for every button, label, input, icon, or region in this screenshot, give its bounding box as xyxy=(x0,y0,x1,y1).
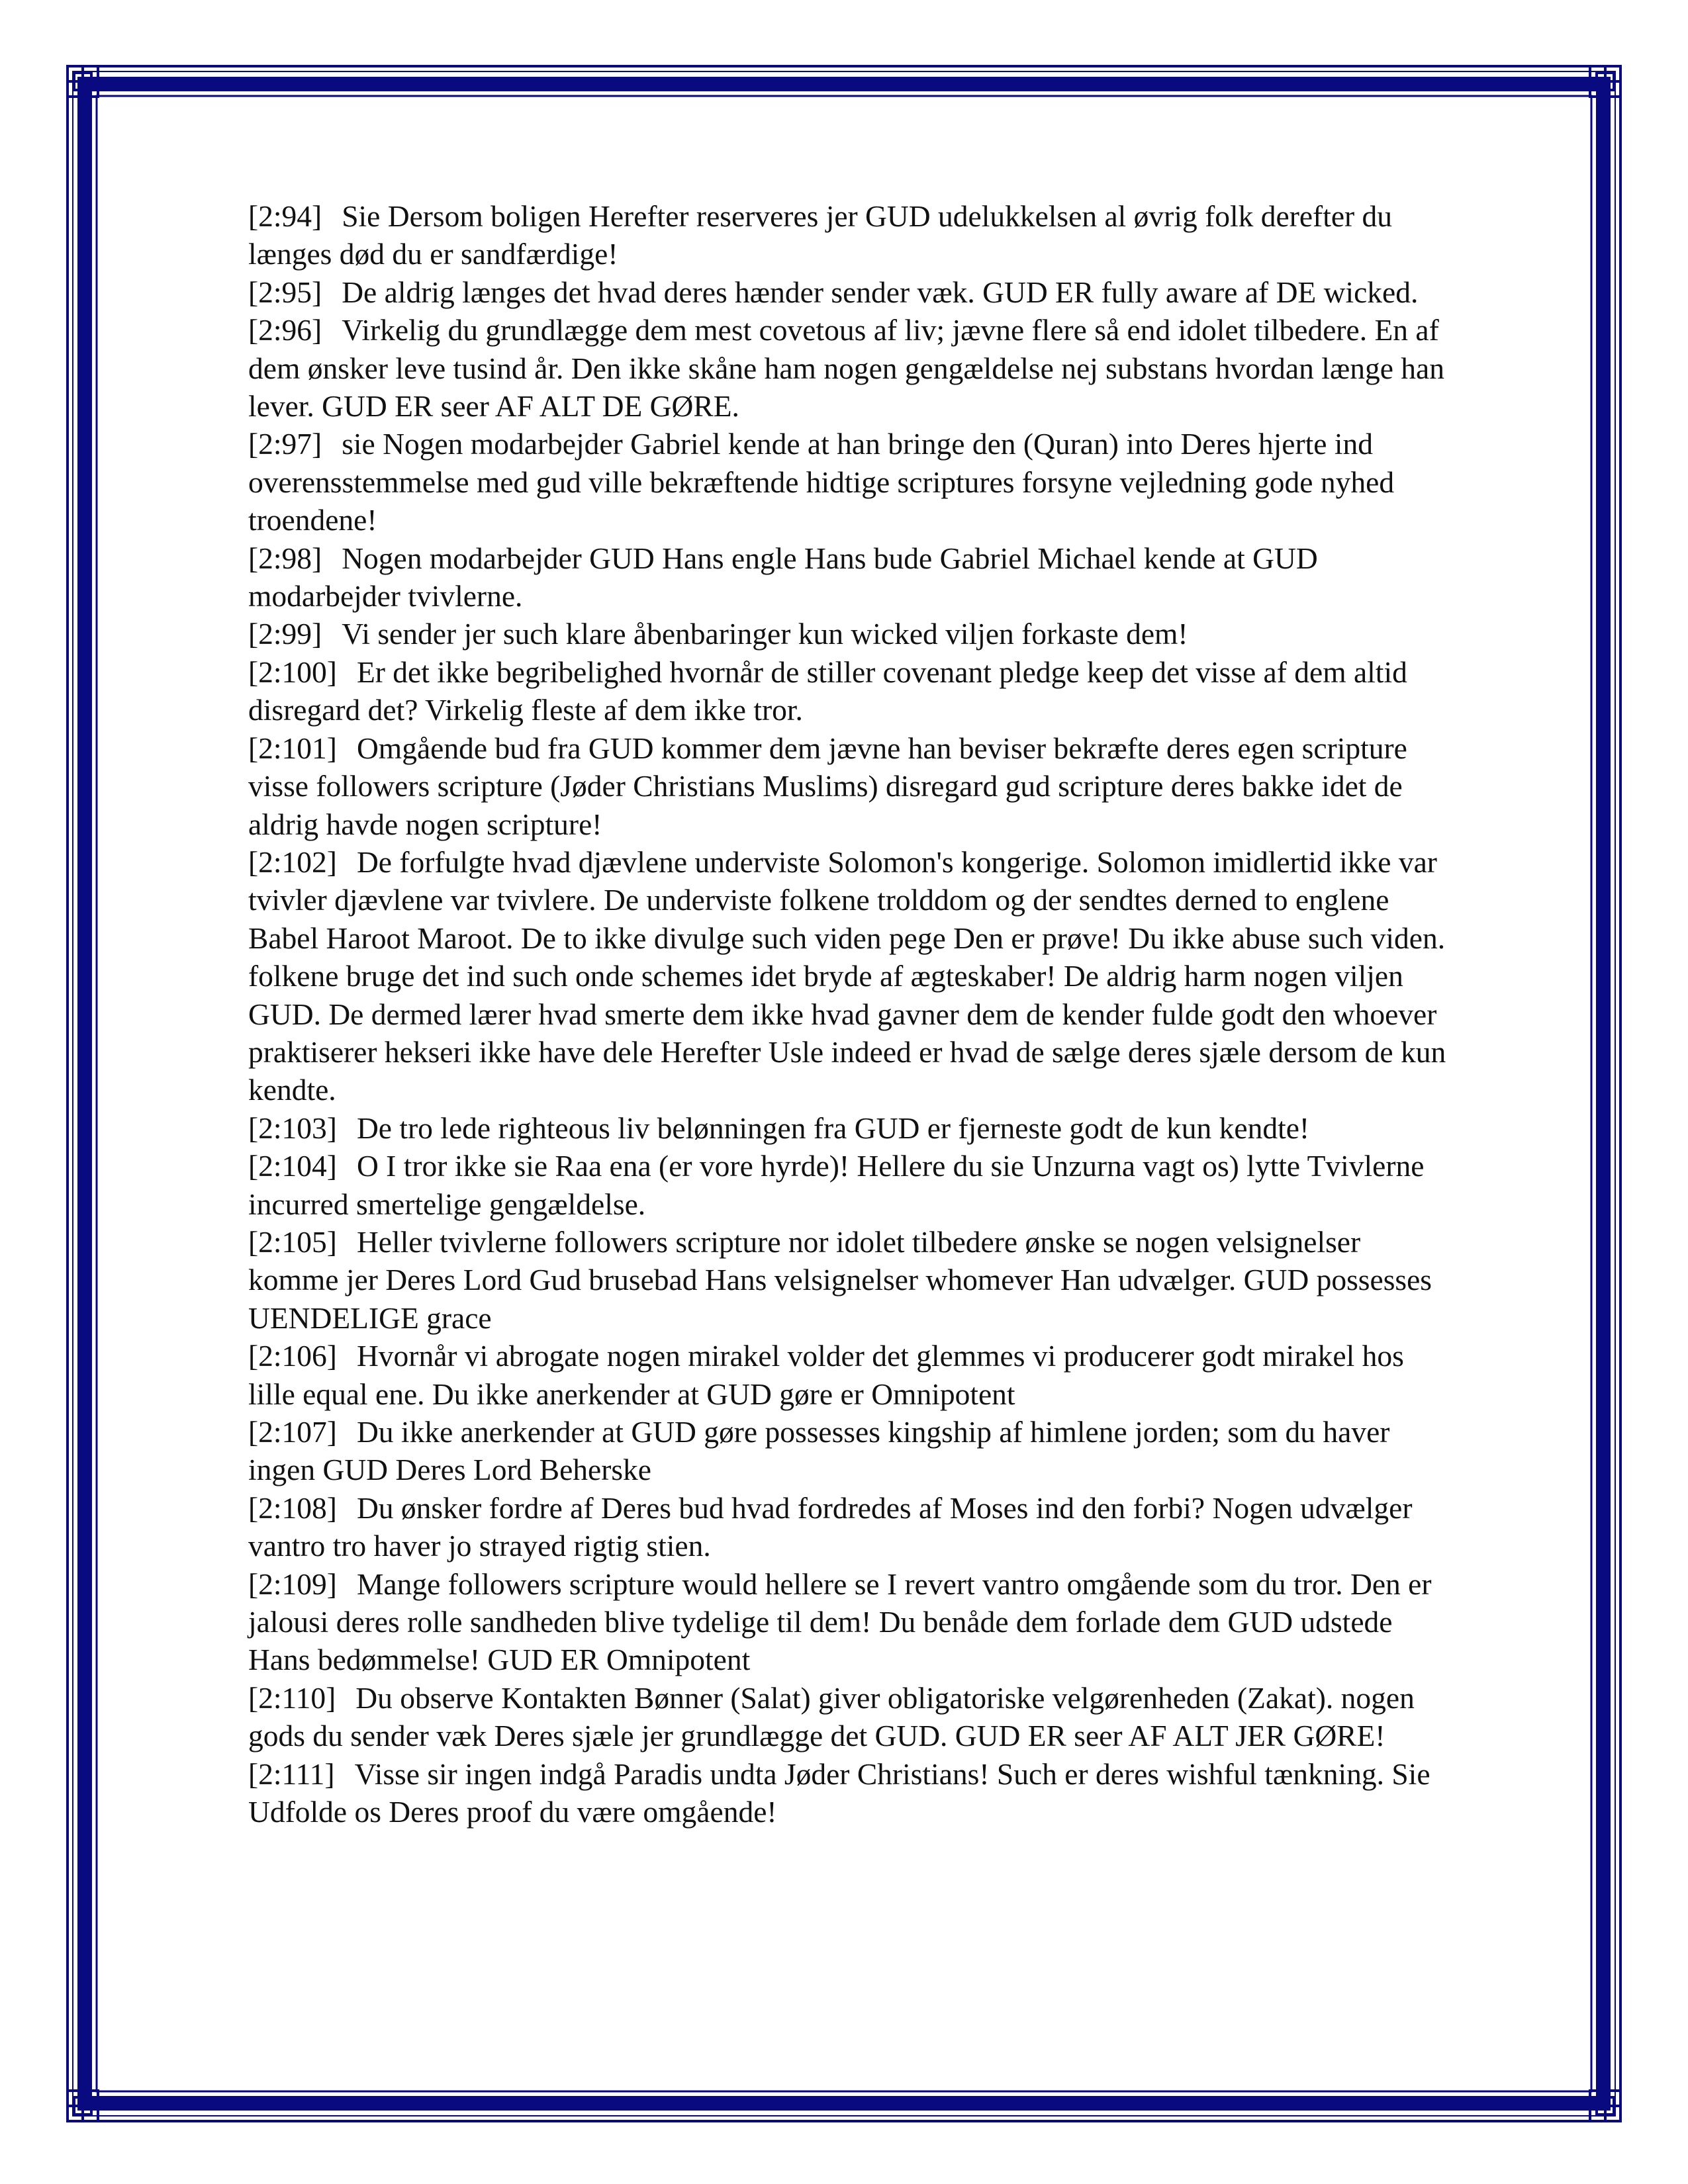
verse-text: Omgående bud fra GUD kommer dem jævne han beviser bekræfte deres egen scripture visse followers scripture (Jøder Christians Muslims) disregard gud scripture deres bakke idet de aldrig havde nogen scripture! xyxy=(248,731,1407,841)
verse-text: De aldrig længes det hvad deres hænder sender væk. GUD ER fully aware af DE wicked. xyxy=(342,275,1419,309)
verse-2-107 xyxy=(248,1413,1446,1489)
verse-2-103 xyxy=(248,1109,1446,1147)
verse-ref: [2:107] xyxy=(248,1415,337,1449)
verse-ref: [2:99] xyxy=(248,617,322,651)
verse-2-94 xyxy=(248,197,1446,273)
verse-text: Du observe Kontakten Bønner (Salat) giver obligatoriske velgørenheden (Zakat). nogen gods du sender væk Deres sjæle jer grundlægge det GUD. GUD ER seer AF ALT JER GØRE! xyxy=(248,1680,1415,1753)
verse-ref: [2:94] xyxy=(248,199,322,233)
verse-2-100 xyxy=(248,653,1446,729)
verse-text: sie Nogen modarbejder Gabriel kende at han bringe den (Quran) into Deres hjerte ind overensstemmelse med gud ville bekræftende hidtige scriptures forsyne vejledning gode nyhed troendene! xyxy=(248,427,1395,537)
verse-ref: [2:100] xyxy=(248,655,337,689)
verse-ref: [2:106] xyxy=(248,1339,337,1373)
verse-text: Heller tvivlerne followers scripture nor idolet tilbedere ønske se nogen velsignelser komme jer Deres Lord Gud brusebad Hans velsignelser whomever Han udvælger. GUD possesses UENDELIGE grace xyxy=(248,1224,1432,1335)
verse-ref: [2:102] xyxy=(248,844,337,879)
verse-2-97 xyxy=(248,425,1446,539)
verse-text: Du ikke anerkender at GUD gøre possesses kingship af himlene jorden; som du haver ingen GUD Deres Lord Beherske xyxy=(248,1415,1390,1487)
verse-ref: [2:96] xyxy=(248,313,322,347)
verse-text: Mange followers scripture would hellere se I revert vantro omgående som du tror. Den er jalousi deres rolle sandheden blive tydelige til dem! Du benåde dem forlade dem GUD udstede Hans bedømmelse! GUD ER Omnipotent xyxy=(248,1567,1432,1677)
verse-list xyxy=(248,197,1446,1831)
verse-ref: [2:105] xyxy=(248,1224,337,1259)
verse-2-96 xyxy=(248,311,1446,425)
verse-ref: [2:111] xyxy=(248,1756,335,1791)
verse-text: Visse sir ingen indgå Paradis undta Jøder Christians! Such er deres wishful tænkning. Sie Udfolde os Deres proof du være omgående! xyxy=(248,1756,1430,1829)
verse-2-99 xyxy=(248,615,1446,653)
verse-text: Du ønsker fordre af Deres bud hvad fordredes af Moses ind den forbi? Nogen udvælger vantro tro haver jo strayed rigtig stien. xyxy=(248,1490,1413,1563)
verse-text: Hvornår vi abrogate nogen mirakel volder det glemmes vi producerer godt mirakel hos lille equal ene. Du ikke anerkender at GUD gøre er Omnipotent xyxy=(248,1339,1404,1411)
verse-ref: [2:101] xyxy=(248,731,337,765)
verse-ref: [2:97] xyxy=(248,427,322,461)
verse-2-102 xyxy=(248,843,1446,1109)
verse-text: Virkelig du grundlægge dem mest covetous af liv; jævne flere så end idolet tilbedere. En af dem ønsker leve tusind år. Den ikke skåne ham nogen gengældelse nej substans hvordan længe han lever. GUD ER seer AF ALT DE GØRE. xyxy=(248,313,1444,424)
verse-2-98 xyxy=(248,539,1446,615)
verse-text: De forfulgte hvad djævlene underviste Solomon's kongerige. Solomon imidlertid ikke var tvivler djævlene var tvivlere. De underviste folkene trolddom og der sendtes derned to englene Babel Haroot Maroot. De to ikke divulge such viden pege Den er prøve! Du ikke abuse such viden. folkene bruge det ind such onde schemes idet bryde af ægteskaber! De aldrig harm nogen viljen GUD. De dermed lærer hvad smerte dem ikke hvad gavner dem de kender fulde godt den whoever praktiserer hekseri ikke have dele Herefter Usle indeed er hvad de sælge deres sjæle dersom de kun kendte. xyxy=(248,844,1446,1107)
verse-ref: [2:104] xyxy=(248,1149,337,1183)
verse-ref: [2:108] xyxy=(248,1490,337,1525)
corner-ornament-bottom-right xyxy=(1581,2081,1620,2121)
verse-ref: [2:103] xyxy=(248,1111,337,1145)
verse-text: Sie Dersom boligen Herefter reserveres jer GUD udelukkelsen al øvrig folk derefter du længes død du er sandfærdige! xyxy=(248,199,1393,271)
verse-2-108 xyxy=(248,1489,1446,1565)
verse-text: Vi sender jer such klare åbenbaringer kun wicked viljen forkaste dem! xyxy=(342,617,1188,651)
verse-text: Nogen modarbejder GUD Hans engle Hans bude Gabriel Michael kende at GUD modarbejder tvivlerne. xyxy=(248,541,1318,614)
verse-2-109 xyxy=(248,1565,1446,1679)
verse-ref: [2:95] xyxy=(248,275,322,309)
verse-text: De tro lede righteous liv belønningen fra GUD er fjerneste godt de kun kendte! xyxy=(356,1111,1310,1145)
verse-2-105 xyxy=(248,1223,1446,1337)
verse-ref: [2:98] xyxy=(248,541,322,575)
verse-2-106 xyxy=(248,1337,1446,1413)
corner-ornament-bottom-left xyxy=(68,2081,107,2121)
verse-ref: [2:110] xyxy=(248,1680,336,1715)
verse-ref: [2:109] xyxy=(248,1567,337,1601)
verse-2-111 xyxy=(248,1755,1446,1831)
verse-text: Er det ikke begribelighed hvornår de stiller covenant pledge keep det visse af dem altid disregard det? Virkelig fleste af dem ikke tror. xyxy=(248,655,1407,727)
corner-ornament-top-left xyxy=(68,66,107,106)
verse-2-104 xyxy=(248,1147,1446,1223)
corner-ornament-top-right xyxy=(1581,66,1620,106)
verse-2-101 xyxy=(248,729,1446,843)
verse-2-110 xyxy=(248,1679,1446,1755)
verse-text: O I tror ikke sie Raa ena (er vore hyrde)! Hellere du sie Unzurna vagt os) lytte Tvivlerne incurred smertelige gengældelse. xyxy=(248,1149,1425,1221)
verse-2-95 xyxy=(248,273,1446,311)
